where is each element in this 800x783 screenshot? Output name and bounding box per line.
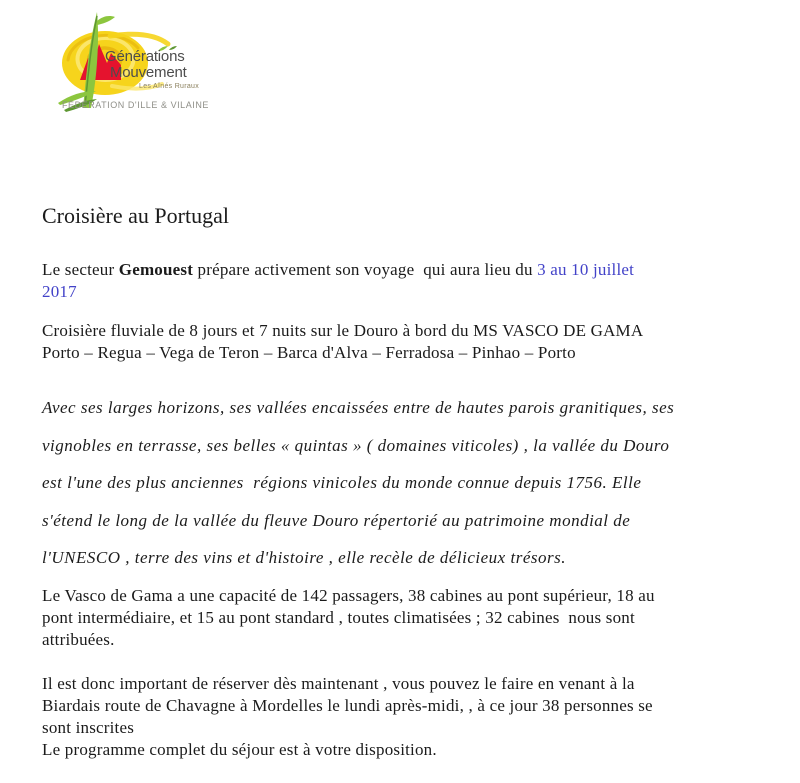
quote-paragraph (42, 389, 782, 577)
page-title: Croisière au Portugal (42, 203, 229, 228)
booking-line-2: Biardais route de Chavagne à Mordelles le lundi après-midi, , à ce jour 38 personnes se (42, 696, 653, 715)
cruise-itinerary: Porto – Regua – Vega de Teron – Barca d'Alva – Ferradosa – Pinhao – Porto (42, 343, 576, 362)
intro-line-2 (42, 281, 782, 303)
quote-line-4: s'étend le long de la vallée du fleuve Douro répertorié au patrimoine mondial de (42, 510, 631, 530)
quote-line-2: vignobles en terrasse, ses belles « quintas » ( domaines viticoles) , la vallée du Douro (42, 435, 670, 455)
cruise-line-1: Croisière fluviale de 8 jours et 7 nuits sur le Douro à bord du MS VASCO DE GAMA (42, 321, 644, 340)
trip-dates-part1: 3 au 10 juillet (537, 260, 635, 279)
quote-line-5: l'UNESCO , terre des vins et d'histoire , elle recèle de délicieux trésors. (42, 548, 566, 567)
ship-line-3: attribuées. (42, 630, 115, 649)
logo-brand-line2: Mouvement (110, 64, 187, 81)
ship-line-1: Le Vasco de Gama a une capacité de 142 passagers, 38 cabines au pont supérieur, 18 au (42, 586, 655, 605)
intro-prefix: Le secteur (42, 260, 119, 279)
ship-line-2: pont intermédiaire, et 15 au pont standard , toutes climatisées ; 32 cabines nous sont (42, 608, 635, 627)
trip-dates-part2: 2017 (42, 282, 77, 301)
intro-middle: prépare activement son voyage qui aura lieu du (193, 260, 538, 279)
logo-tagline: Les Aînés Ruraux (139, 83, 200, 90)
booking-paragraph (42, 673, 782, 761)
ship-paragraph (42, 585, 782, 651)
cruise-paragraph (42, 320, 782, 364)
sector-name: Gemouest (118, 260, 194, 279)
intro-line-1 (42, 259, 782, 281)
quote-line-1: Avec ses larges horizons, ses vallées encaissées entre de hautes parois granitiques, ses (42, 398, 675, 417)
logo (50, 8, 260, 126)
booking-line-3: sont inscrites (42, 718, 135, 737)
quote-line-3: est l'une des plus anciennes régions vinicoles du monde connue depuis 1756. Elle (42, 473, 642, 492)
booking-line-1: Il est donc important de réserver dès maintenant , vous pouvez le faire en venant à la (42, 674, 635, 693)
booking-line-4: Le programme complet du séjour est à votre disposition. (42, 740, 437, 759)
logo-brand-line1: Générations (105, 48, 185, 65)
intro-paragraph (42, 259, 782, 303)
logo-federation: FÉDÉRATION D'ILLE & VILAINE (62, 100, 209, 110)
